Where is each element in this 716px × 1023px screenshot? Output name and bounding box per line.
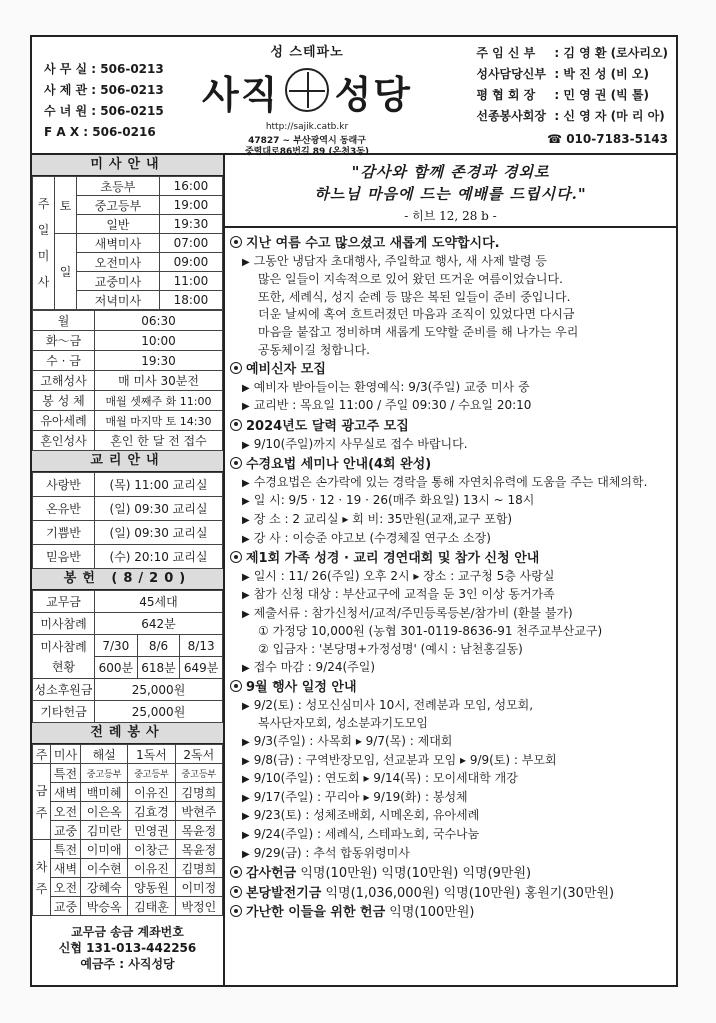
church-name-right: 성당 (334, 72, 412, 117)
notice-list (225, 228, 676, 922)
notice-item (230, 807, 668, 826)
service-mass: 교중 (51, 897, 81, 916)
circle-bullet-icon (230, 680, 242, 692)
triangle-bullet-icon: ▶ (242, 608, 250, 620)
bank-holder: 예금주 : 사직성당 (80, 957, 175, 971)
church-name (187, 64, 427, 117)
circle-bullet-icon (230, 236, 242, 248)
sacrament-label: 유아세례 (33, 411, 95, 431)
offering-value: 25,000원 (95, 701, 223, 723)
service-head: 주 (33, 745, 51, 764)
notice-item (230, 659, 668, 678)
service-person: 민영권 (128, 821, 175, 840)
notice-item (230, 826, 668, 845)
bank-account: 신협 131-013-442256 (58, 941, 197, 955)
church-url: http://sajik.catb.kr (265, 122, 349, 132)
triangle-bullet-icon: ▶ (242, 774, 250, 786)
convent-phone: 수 녀 원 : 506-0215 (44, 104, 164, 118)
service-person: 양동원 (128, 878, 175, 897)
service-mass: 오전 (51, 802, 81, 821)
circle-bullet-icon (230, 866, 242, 878)
circle-bullet-icon (230, 886, 242, 898)
clergy-name: : 민 영 권 (빅 톨) (554, 88, 649, 102)
clergy-role: 평 협 회 장 (476, 88, 536, 102)
weekday-label: 월 (33, 311, 95, 331)
quote-line: 하느님 마음에 드는 예배를 드립시다." (314, 185, 587, 203)
circle-bullet-icon (230, 419, 242, 431)
service-person: 중고등부 (128, 764, 175, 783)
service-person: 박승옥 (81, 897, 128, 916)
notice-item (230, 436, 668, 455)
notice-item (230, 605, 668, 624)
donation-text: 익명(100만원) (385, 905, 475, 921)
service-person: 김태훈 (128, 897, 175, 916)
notice-heading (230, 456, 668, 474)
notice-item-text: 9/8(금) : 구역반장모임, 선교분과 모임 ▸ 9/9(토) : 부모회 (253, 752, 557, 767)
attendance-stats-label: 미사참례 현황 (33, 635, 95, 679)
triangle-bullet-icon: ▶ (242, 439, 250, 451)
offering-label: 미사참례 (33, 613, 95, 635)
mass-time: 19:30 (159, 215, 222, 234)
service-mass: 새벽 (51, 783, 81, 802)
notice-heading (230, 679, 668, 697)
weekday-time: 10:00 (95, 331, 223, 351)
service-person: 이미애 (81, 840, 128, 859)
bulletin-header (32, 37, 676, 155)
left-column (32, 155, 225, 987)
service-person: 중고등부 (81, 764, 128, 783)
service-mass: 교중 (51, 821, 81, 840)
triangle-bullet-icon: ▶ (242, 792, 250, 804)
clergy-role: 성사담당신부 (476, 67, 546, 81)
clergy-list (476, 43, 668, 150)
notice-item-text: 9/3(주일) : 사목회 ▸ 9/7(목) : 제대회 (253, 734, 453, 749)
mass-time: 09:00 (159, 253, 222, 272)
address-line2: 중렬대로86번길 89 (온천3동) (244, 147, 370, 157)
service-head: 해설 (81, 745, 128, 764)
triangle-bullet-icon: ▶ (242, 755, 250, 767)
clergy-name: : 김 영 환 (로사리오) (554, 46, 668, 60)
notice-item (230, 568, 668, 587)
attendance-date: 8/13 (180, 635, 223, 657)
clergy-row (476, 43, 668, 64)
notice-heading-text: 예비신자 모집 (246, 362, 326, 378)
triangle-bullet-icon: ▶ (242, 401, 250, 413)
service-person: 박현주 (175, 802, 222, 821)
mass-table (32, 176, 223, 310)
service-person: 이유진 (128, 859, 175, 878)
circle-bullet-icon (230, 362, 242, 374)
sacrament-label: 혼인성사 (33, 431, 95, 451)
notice-heading (230, 361, 668, 379)
sacrament-info: 혼인 한 달 전 접수 (95, 431, 223, 451)
service-person: 김효경 (128, 802, 175, 821)
clergy-row (476, 64, 668, 85)
weekday-time: 06:30 (95, 311, 223, 331)
notice-item (230, 397, 668, 416)
class-time: (목) 11:00 교리실 (95, 473, 223, 497)
attendance-count: 649분 (180, 657, 223, 679)
cross-logo-icon (285, 68, 329, 112)
triangle-bullet-icon: ▶ (242, 848, 250, 860)
donation-text: 익명(10만원) 익명(10만원) 익명(9만원) (296, 866, 532, 882)
notice-item-text: 교리반 : 목요일 11:00 / 주일 09:30 / 수요일 20:10 (253, 398, 532, 413)
attendance-count: 618분 (137, 657, 180, 679)
service-person: 김명희 (175, 859, 222, 878)
clergy-name: : 박 진 성 (비 오) (554, 67, 649, 81)
clergy-role: 주 임 신 부 (476, 46, 536, 60)
mass-time: 07:00 (159, 234, 222, 253)
mass-time: 19:00 (159, 196, 222, 215)
offering-value: 25,000원 (95, 679, 223, 701)
clergy-name: : 신 영 자 (마 리 아) (554, 109, 665, 123)
mass-name: 초등부 (77, 177, 160, 196)
service-person: 목윤정 (175, 821, 222, 840)
mass-time: 16:00 (159, 177, 222, 196)
church-title-block (187, 41, 427, 157)
weekday-label: 화～금 (33, 331, 95, 351)
weekday-mass-table (32, 310, 223, 451)
notice-continuation: 많은 일들이 지속적으로 있어 왔던 뜨거운 여름이었습니다. (258, 272, 563, 287)
service-mass: 새벽 (51, 859, 81, 878)
notice-item-text: 수경요법은 손가락에 있는 경락을 통해 자연치유력에 도움을 주는 대체의학. (253, 474, 648, 489)
notice-subitem: ① 가정당 10,000원 (농협 301-0119-8636-91 천주교부산교구) (258, 624, 603, 639)
quote-source: - 히브 12, 28 b - (404, 209, 497, 223)
bank-title: 교무금 송금 계좌번호 (71, 925, 184, 939)
notice-subitem: 복사단자모회, 성소분과기도모임 (258, 716, 428, 731)
mass-time: 18:00 (159, 291, 222, 310)
offering-value: 45세대 (95, 591, 223, 613)
service-person: 김미란 (81, 821, 128, 840)
notice-heading-text: 제1회 가족 성경 · 교리 경연대회 및 참가 신청 안내 (246, 551, 540, 567)
triangle-bullet-icon: ▶ (242, 514, 250, 526)
saturday-label: 토 (55, 177, 77, 234)
notice-heading (230, 235, 668, 253)
sunday-label: 일 (55, 234, 77, 310)
notice-item (230, 845, 668, 864)
notice-item (230, 379, 668, 398)
notice-item-text: 제출서류 : 참가신청서/교적/주민등록등본/참가비 (환불 불가) (253, 605, 573, 620)
service-mass: 특전 (51, 764, 81, 783)
office-phone: 사 무 실 : 506-0213 (44, 62, 164, 76)
clergy-row (476, 106, 668, 127)
rectory-phone: 사 제 관 : 506-0213 (44, 83, 164, 97)
contact-list (44, 59, 164, 143)
offering-label: 성소후원금 (33, 679, 95, 701)
class-name: 믿음반 (33, 545, 95, 569)
attendance-count: 600분 (95, 657, 138, 679)
notice-item-text: 9/24(주일) : 세례식, 스테파노회, 국수나눔 (253, 827, 480, 841)
bulletin-page (30, 35, 678, 987)
notice-heading-text: 9월 행사 일정 안내 (246, 680, 357, 696)
donation-label: 본당발전기금 (246, 885, 322, 901)
notice-item-text: 9/10(주일) : 연도회 ▸ 9/14(목) : 모이세대학 개강 (253, 771, 518, 786)
circle-bullet-icon (230, 457, 242, 469)
notice-continuation: 또한, 세례식, 성지 순례 등 많은 복된 일들이 준비 중입니다. (258, 289, 571, 304)
notice-item (230, 586, 668, 605)
sacrament-label: 고해성사 (33, 371, 95, 391)
class-time: (일) 09:30 교리실 (95, 521, 223, 545)
triangle-bullet-icon: ▶ (242, 382, 250, 394)
service-head: 2독서 (175, 745, 222, 764)
triangle-bullet-icon: ▶ (242, 737, 250, 749)
donation-line (230, 904, 668, 922)
service-section-title: 전례봉사 (32, 723, 223, 744)
notice-item (230, 733, 668, 752)
notice-item-text: 9/23(토) : 성체조배회, 시메온회, 유아세례 (253, 808, 480, 823)
notice-continuation: 마음을 붙잡고 정비하며 새롭게 도약할 준비를 해 나가는 우리 (258, 324, 579, 339)
attendance-date: 8/6 (137, 635, 180, 657)
offering-label: 교무금 (33, 591, 95, 613)
next-week-label: 차주 (33, 840, 51, 916)
contact-phone: ☎ 010-7183-5143 (547, 132, 668, 146)
triangle-bullet-icon: ▶ (242, 830, 250, 841)
service-person: 이유진 (128, 783, 175, 802)
notice-item-text: 예비자 받아들이는 환영예식: 9/3(주일) 교중 미사 중 (253, 379, 530, 394)
address-line1: 47827 ~ 부산광역시 동래구 (248, 136, 366, 146)
notice-item (230, 253, 668, 272)
mass-name: 교중미사 (77, 272, 160, 291)
attendance-date: 7/30 (95, 635, 138, 657)
notice-item-text: 접수 마감 : 9/24(주일) (253, 659, 376, 674)
church-name-left: 사직 (202, 72, 280, 117)
notice-item (230, 789, 668, 808)
notice-subitem: ② 입금자 : '본당명+가정성명' (예시 : 남천홍길동) (258, 642, 523, 657)
notice-heading-text: 지난 여름 수고 많으셨고 새롭게 도약합시다. (246, 236, 500, 251)
mass-name: 오전미사 (77, 253, 160, 272)
notice-heading (230, 550, 668, 568)
offering-table (32, 590, 223, 723)
notice-item-text: 9/2(토) : 성모신심미사 10시, 전례분과 모임, 성모회, (253, 697, 534, 712)
offering-label: 기타헌금 (33, 701, 95, 723)
notice-item (230, 511, 668, 530)
notice-item-text: 그동안 냉담자 초대행사, 주일학교 행사, 새 사제 발령 등 (253, 253, 547, 268)
notice-item-text: 일 시: 9/5 · 12 · 19 · 26(매주 화요일) 13시 ~ 18시 (253, 493, 535, 508)
triangle-bullet-icon: ▶ (242, 496, 250, 508)
notice-item-text: 장 소 : 2 교리실 ▸ 회 비: 35만원(교재,교구 포함) (253, 511, 513, 526)
triangle-bullet-icon: ▶ (242, 700, 250, 712)
sunday-mass-label: 주일미사 (33, 177, 55, 310)
class-time: (일) 09:30 교리실 (95, 497, 223, 521)
class-name: 기쁨반 (33, 521, 95, 545)
notice-heading-text: 2024년도 달력 광고주 모집 (246, 418, 409, 434)
notice-continuation: 공동체이길 청합니다. (258, 342, 370, 357)
notice-item-text: 9/29(금) : 추석 합동위령미사 (253, 845, 410, 860)
service-person: 이수현 (81, 859, 128, 878)
sacrament-info: 매 미사 30분전 (95, 371, 223, 391)
service-person: 강혜숙 (81, 878, 128, 897)
notice-heading (230, 418, 668, 436)
clergy-row (476, 85, 668, 106)
mass-name: 저녁미사 (77, 291, 160, 310)
sacrament-info: 매월 마지막 토 14:30 (95, 411, 223, 431)
triangle-bullet-icon: ▶ (242, 590, 250, 602)
donation-label: 감사헌금 (246, 866, 297, 882)
sacrament-info: 매월 셋째주 화 11:00 (95, 391, 223, 411)
circle-bullet-icon (230, 551, 242, 563)
quote-line: "감사와 함께 존경과 경외로 (351, 163, 550, 181)
notice-item (230, 474, 668, 493)
donation-line (230, 885, 668, 903)
notice-continuation: 더운 날씨에 혹여 흐트러졌던 마음과 조직이 있었다면 다시금 (258, 307, 575, 322)
donation-label: 가난한 이들을 위한 헌금 (246, 905, 386, 921)
notice-item-text: 9/17(주일) : 꾸리아 ▸ 9/19(화) : 봉성체 (253, 789, 468, 804)
service-mass: 특전 (51, 840, 81, 859)
offering-section-title: 봉헌 (8/20) (32, 569, 223, 590)
notice-item-text: 9/10(주일)까지 사무실로 접수 바랍니다. (253, 436, 468, 451)
service-mass: 오전 (51, 878, 81, 897)
donation-text: 익명(1,036,000원) 익명(10만원) 홍원기(30만원) (321, 885, 615, 901)
service-person: 김명희 (175, 783, 222, 802)
notice-heading-text: 수경요법 세미나 안내(4회 완성) (246, 457, 432, 473)
notice-item (230, 697, 668, 716)
triangle-bullet-icon: ▶ (242, 256, 250, 268)
clergy-role: 선종봉사회장 (476, 109, 546, 123)
notice-item (230, 770, 668, 789)
mass-section-title: 미사안내 (32, 155, 223, 176)
service-person: 박정인 (175, 897, 222, 916)
donation-line (230, 865, 668, 883)
notice-item (230, 530, 668, 549)
notice-item-text: 강 사 : 이승준 야고보 (수경체질 연구소 소장) (253, 530, 491, 545)
class-name: 사랑반 (33, 473, 95, 497)
triangle-bullet-icon: ▶ (242, 811, 250, 823)
sacrament-label: 봉 성 체 (33, 391, 95, 411)
triangle-bullet-icon: ▶ (242, 477, 250, 489)
service-head: 미사 (51, 745, 81, 764)
triangle-bullet-icon: ▶ (242, 571, 250, 583)
offering-value: 642분 (95, 613, 223, 635)
right-column (225, 155, 676, 987)
mass-name: 새벽미사 (77, 234, 160, 253)
service-head: 1독서 (128, 745, 175, 764)
triangle-bullet-icon: ▶ (242, 533, 250, 545)
service-person: 이은옥 (81, 802, 128, 821)
mass-name: 중고등부 (77, 196, 160, 215)
service-table (32, 744, 223, 916)
education-section-title: 교리안내 (32, 451, 223, 472)
service-person: 이창근 (128, 840, 175, 859)
notice-item (230, 752, 668, 771)
circle-bullet-icon (230, 905, 242, 917)
notice-item-text: 일시 : 11/ 26(주일) 오후 2시 ▸ 장소 : 교구청 5층 사랑실 (253, 568, 555, 583)
weekday-time: 19:30 (95, 351, 223, 371)
weekday-label: 수 · 금 (33, 351, 95, 371)
this-week-label: 금주 (33, 764, 51, 840)
service-person: 목윤정 (175, 840, 222, 859)
notice-item-text: 참가 신청 대상 : 부산교구에 교적을 둔 3인 이상 동거가족 (253, 587, 555, 602)
fax-number: F A X : 506-0216 (44, 125, 156, 139)
class-name: 온유반 (33, 497, 95, 521)
church-patron: 성 스테파노 (270, 45, 344, 60)
service-person: 이미정 (175, 878, 222, 897)
education-table (32, 472, 223, 569)
bank-account-info (32, 916, 223, 972)
notice-item (230, 492, 668, 511)
triangle-bullet-icon: ▶ (242, 662, 250, 674)
service-person: 백미혜 (81, 783, 128, 802)
scripture-quote (225, 155, 676, 228)
service-person: 중고등부 (175, 764, 222, 783)
class-time: (수) 20:10 교리실 (95, 545, 223, 569)
mass-name: 일반 (77, 215, 160, 234)
mass-time: 11:00 (159, 272, 222, 291)
